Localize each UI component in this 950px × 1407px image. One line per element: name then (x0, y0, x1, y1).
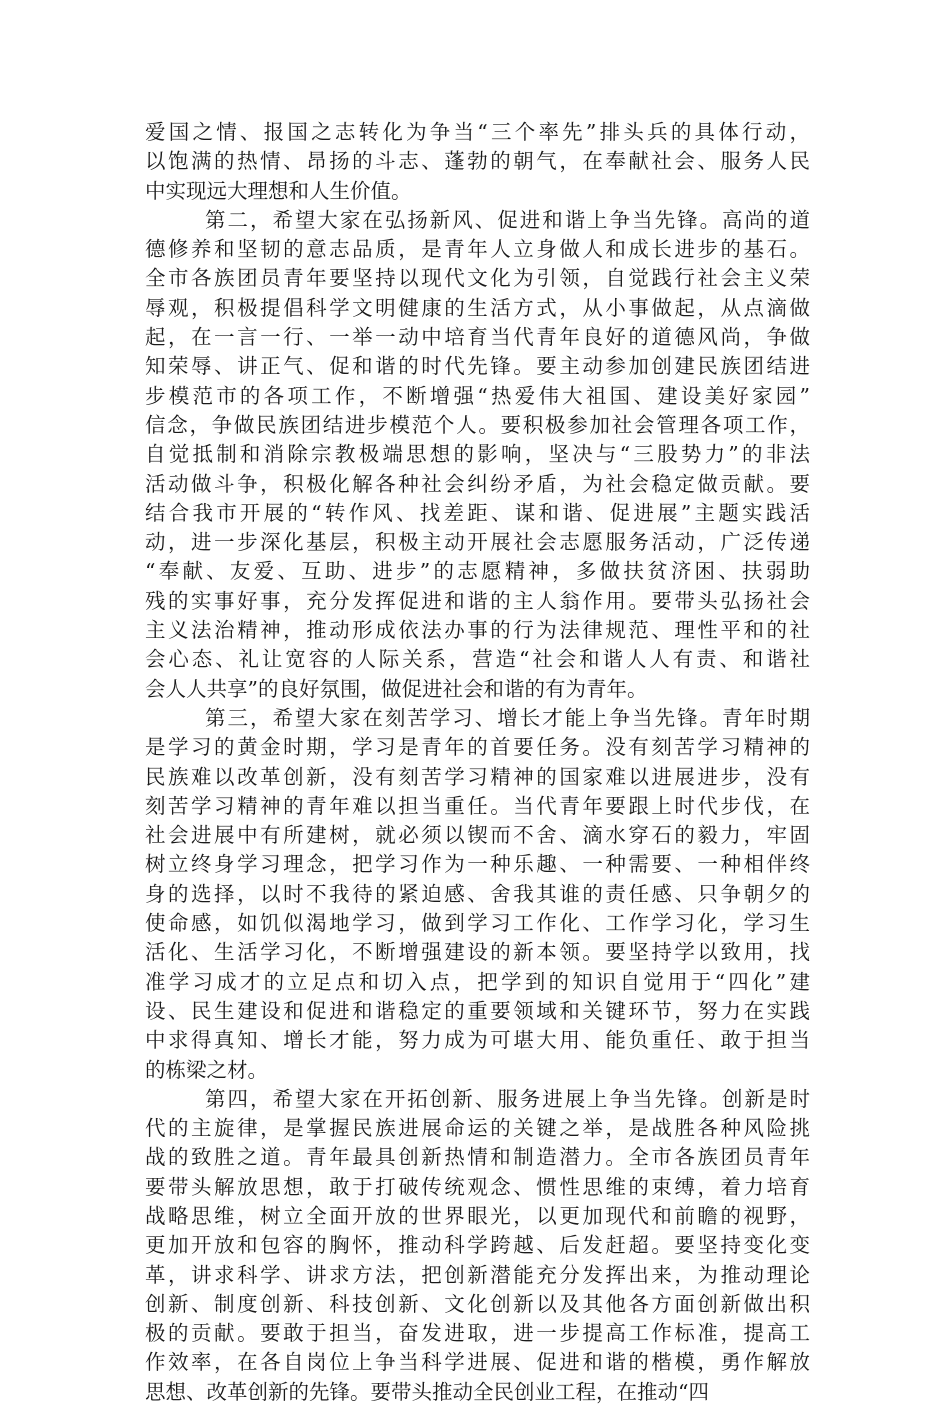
text-line: 设、民生建设和促进和谐稳定的重要领域和关键环节，努力在实践 (145, 998, 810, 1023)
text-line: 第二，希望大家在弘扬新风、促进和谐上争当先锋。高尚的道 (205, 207, 810, 232)
text-line: 残的实事好事，充分发挥促进和谐的主人翁作用。要带头弘扬社会 (145, 588, 810, 613)
text-line: 战的致胜之道。青年最具创新热情和制造潜力。全市各族团员青年 (145, 1145, 810, 1170)
text-line: 步模范市的各项工作，不断增强“热爱伟大祖国、建设美好家园” (145, 383, 810, 408)
text-line: 战略思维，树立全面开放的世界眼光，以更加现代和前瞻的视野， (145, 1203, 810, 1228)
text-line: 辱观，积极提倡科学文明健康的生活方式，从小事做起，从点滴做 (145, 295, 810, 320)
text-line: 创新、制度创新、科技创新、文化创新以及其他各方面创新做出积 (145, 1291, 810, 1316)
text-line: 刻苦学习精神的青年难以担当重任。当代青年要跟上时代步伐，在 (145, 793, 810, 818)
text-line: 准学习成才的立足点和切入点，把学到的知识自觉用于“四化”建 (145, 969, 810, 994)
text-line: 的栋梁之材。 (145, 1057, 268, 1082)
text-line: 以饱满的热情、昂扬的斗志、蓬勃的朝气，在奉献社会、服务人民 (145, 149, 810, 174)
text-line: 动，进一步深化基层，积极主动开展社会志愿服务活动，广泛传递 (145, 530, 810, 555)
text-line: 会心态、礼让宽容的人际关系，营造“社会和谐人人有责、和谐社 (145, 647, 810, 672)
text-line: 第四，希望大家在开拓创新、服务进展上争当先锋。创新是时 (205, 1086, 810, 1111)
text-line: 自觉抵制和消除宗教极端思想的影响，坚决与“三股势力”的非法 (145, 442, 810, 467)
text-line: 德修养和坚韧的意志品质，是青年人立身做人和成长进步的基石。 (145, 237, 810, 262)
text-line: 起，在一言一行、一举一动中培育当代青年良好的道德风尚，争做 (145, 325, 810, 350)
text-line: 是学习的黄金时期，学习是青年的首要任务。没有刻苦学习精神的 (145, 735, 810, 760)
text-line: 主义法治精神，推动形成依法办事的行为法律规范、理性平和的社 (145, 618, 810, 643)
paragraph (145, 206, 810, 704)
text-line: 会人人共享”的良好氛围，做促进社会和谐的有为青年。 (145, 676, 648, 701)
text-line: 中求得真知、增长才能，努力成为可堪大用、能负重任、敢于担当 (145, 1028, 810, 1053)
text-line: 中实现远大理想和人生价值。 (145, 178, 412, 203)
text-line: 革，讲求科学、讲求方法，把创新潜能充分发挥出来，为推动理论 (145, 1262, 810, 1287)
text-line: 社会进展中有所建树，就必须以锲而不舍、滴水穿石的毅力，牢固 (145, 823, 810, 848)
text-line: 树立终身学习理念，把学习作为一种乐趣、一种需要、一种相伴终 (145, 852, 810, 877)
text-line: 代的主旋律，是掌握民族进展命运的关键之举，是战胜各种风险挑 (145, 1116, 810, 1141)
document-body (145, 118, 810, 1407)
text-line: 知荣辱、讲正气、促和谐的时代先锋。要主动参加创建民族团结进 (145, 354, 810, 379)
text-line: 活动做斗争，积极化解各种社会纠纷矛盾，为社会稳定做贡献。要 (145, 471, 810, 496)
text-line: 更加开放和包容的胸怀，推动科学跨越、后发赶超。要坚持变化变 (145, 1233, 810, 1258)
text-line: 爱国之情、报国之志转化为争当“三个率先”排头兵的具体行动， (145, 120, 810, 144)
text-line: “奉献、友爱、互助、进步”的志愿精神，多做扶贫济困、扶弱助 (145, 559, 810, 584)
text-line: 身的选择，以时不我待的紧迫感、舍我其谁的责任感、只争朝夕的 (145, 881, 810, 906)
text-line: 第三，希望大家在刻苦学习、增长才能上争当先锋。青年时期 (205, 705, 810, 730)
paragraph (145, 704, 810, 1085)
text-line: 民族难以改革创新，没有刻苦学习精神的国家难以进展进步，没有 (145, 764, 810, 789)
paragraph (145, 1085, 810, 1407)
text-line: 使命感，如饥似渴地学习，做到学习工作化、工作学习化，学习生 (145, 911, 810, 936)
text-line: 思想、改革创新的先锋。要带头推动全民创业工程，在推动“四 (145, 1379, 709, 1404)
text-line: 作效率，在各自岗位上争当科学进展、促进和谐的楷模，勇作解放 (145, 1350, 810, 1375)
text-line: 全市各族团员青年要坚持以现代文化为引领，自觉践行社会主义荣 (145, 266, 810, 291)
paragraph (145, 118, 810, 206)
text-line: 信念，争做民族团结进步模范个人。要积极参加社会管理各项工作， (145, 412, 810, 437)
text-line: 结合我市开展的“转作风、找差距、谋和谐、促进展”主题实践活 (145, 500, 810, 525)
text-line: 要带头解放思想，敢于打破传统观念、惯性思维的束缚，着力培育 (145, 1174, 810, 1199)
text-line: 活化、生活学习化，不断增强建设的新本领。要坚持学以致用，找 (145, 940, 810, 965)
text-line: 极的贡献。要敢于担当，奋发进取，进一步提高工作标准，提高工 (145, 1321, 810, 1346)
